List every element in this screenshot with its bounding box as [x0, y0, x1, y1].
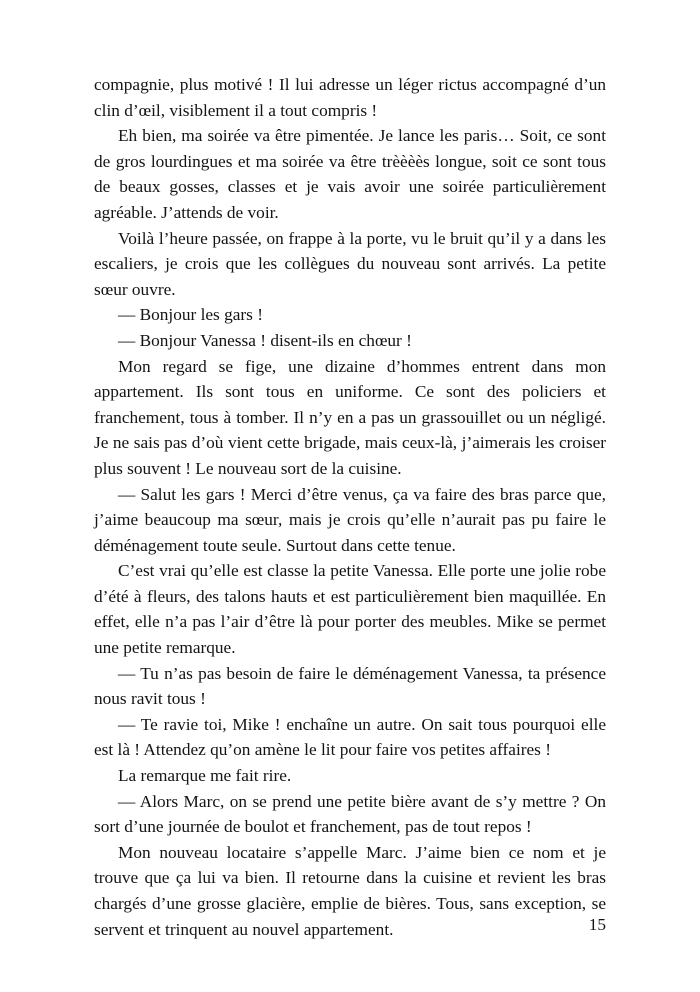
paragraph-1: compagnie, plus motivé ! Il lui adresse un léger rictus accompagné d’un clin d’œil, visiblement il a tout compris ! [94, 75, 606, 120]
paragraph-6: Mon regard se fige, une dizaine d’hommes entrent dans mon appartement. Ils sont tous en uniforme. Ce sont des policiers et franchement, tous à tomber. Il n’y en a pas un grassouillet ou un négligé. Je ne sais pas d’où vient cette brigade, mais ceux-là, j’aimerais les croiser plus souvent ! Le nouveau sort de la cuisine. [94, 356, 606, 478]
page-number: 15 [588, 915, 606, 934]
paragraph-11: La remarque me fait rire. [118, 766, 292, 786]
page-body [94, 72, 606, 942]
paragraph-9: — Tu n’as pas besoin de faire le déménagement Vanessa, ta présence nous ravit tous ! [94, 663, 606, 709]
paragraph-8: C’est vrai qu’elle est classe la petite Vanessa. Elle porte une jolie robe d’été à fleurs, des talons hauts et est particulièrement bien maquillée. En effet, elle n’a pas l’air d’être là pour porter des meubles. Mike se permet une petite remarque. [94, 561, 606, 658]
paragraph-7: — Salut les gars ! Merci d’être venus, ça va faire des bras parce que, j’aime beaucoup ma sœur, mais je crois qu’elle n’aurait pas pu faire le déménagement toute seule. Surtout dans cette tenue. [94, 484, 606, 555]
paragraph-2: Eh bien, ma soirée va être pimentée. Je lance les paris… Soit, ce sont de gros lourdingues et ma soirée va être trèèèès longue, soit ce sont tous de beaux gosses, classes et je vais avoir une soirée particulièrement agréable. J’attends de voir. [94, 126, 606, 222]
paragraph-3: Voilà l’heure passée, on frappe à la porte, vu le bruit qu’il y a dans les escaliers, je crois que les collègues du nouveau sont arrivés. La petite sœur ouvre. [94, 228, 606, 299]
paragraph-5: — Bonjour Vanessa ! disent-ils en chœur ! [118, 330, 412, 350]
paragraph-13: Mon nouveau locataire s’appelle Marc. J’aime bien ce nom et je trouve que ça lui va bien. Il retourne dans la cuisine et revient les bras chargés d’une grosse glacière, emplie de bières. Tous, sans exception, se servent et trinquent au nouvel appartement. [94, 842, 606, 939]
paragraph-4: — Bonjour les gars ! [118, 305, 263, 325]
paragraph-10: — Te ravie toi, Mike ! enchaîne un autre. On sait tous pourquoi elle est là ! Attendez qu’on amène le lit pour faire vos petites affaires ! [94, 714, 606, 760]
paragraph-12: — Alors Marc, on se prend une petite bière avant de s’y mettre ? On sort d’une journée de boulot et franchement, pas de tout repos ! [94, 791, 606, 837]
